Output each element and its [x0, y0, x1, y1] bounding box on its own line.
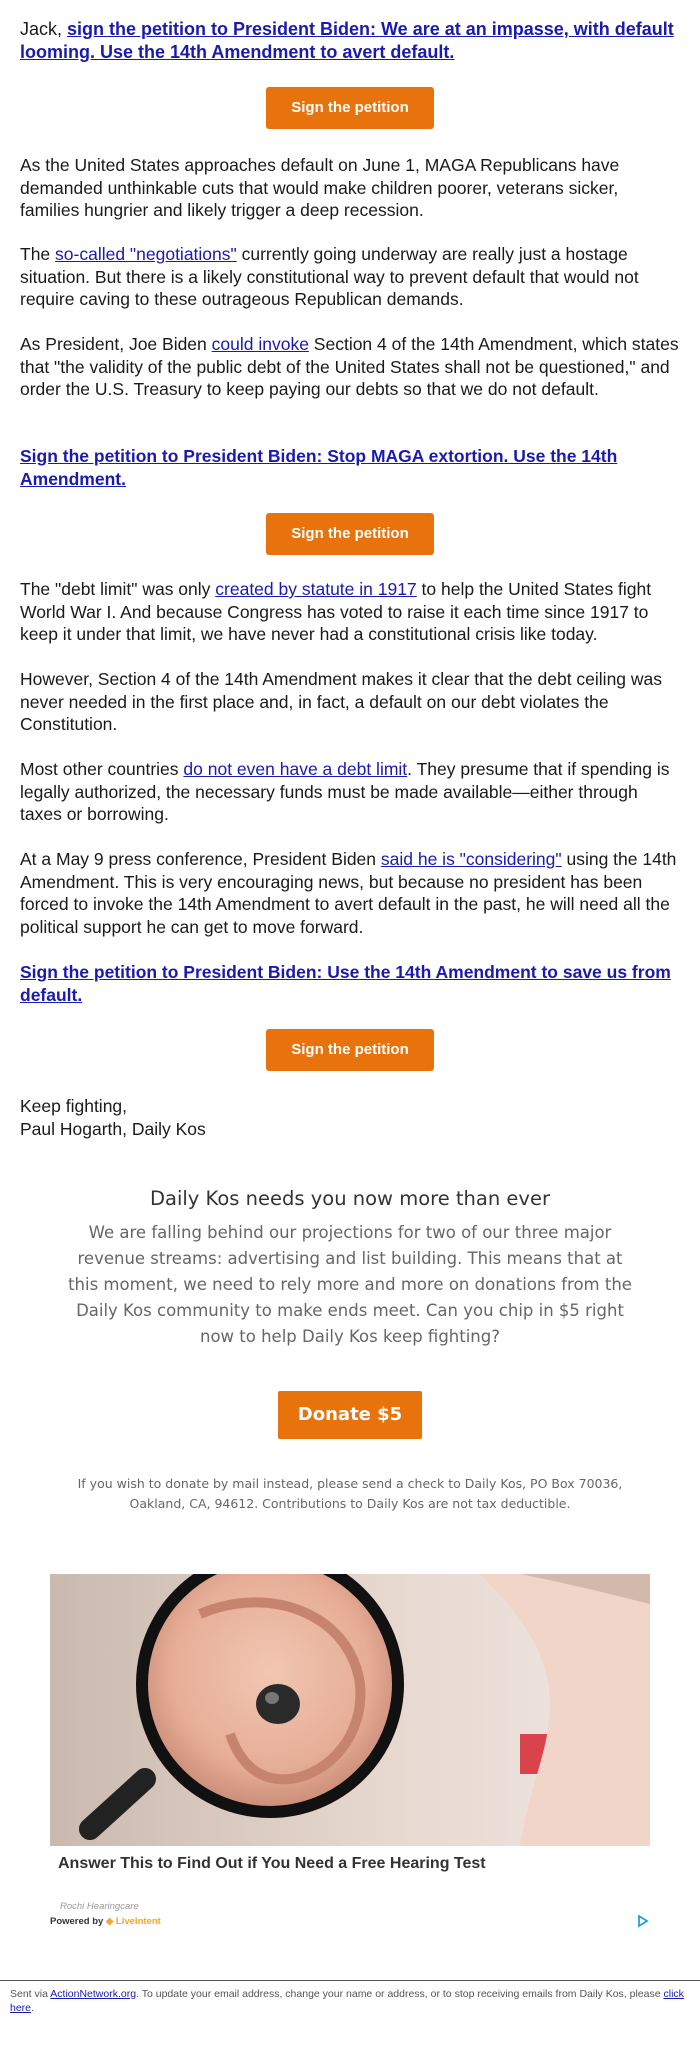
statute-1917-link[interactable]: created by statute in 1917 [215, 579, 417, 599]
powered-by-label: Powered by [50, 1916, 106, 1927]
considering-link[interactable]: said he is "considering" [380, 849, 562, 869]
text: Most other countries [20, 759, 184, 779]
text: . [31, 2002, 34, 2014]
paragraph-3 [20, 333, 680, 401]
signoff-line-1: Keep fighting, [20, 1096, 128, 1116]
paragraph-1: As the United States approaches default on June 1, MAGA Republicans have demanded unthinkable cuts that would make children poorer, veterans sicker, families hungrier and likely trigger a deep recession. [20, 155, 620, 220]
mail-donation-note: If you wish to donate by mail instead, please send a check to Daily Kos, PO Box 70036, Oakland, CA, 94612. Contributions to Daily Kos are not tax deductible. [77, 1476, 623, 1511]
paragraph-2 [20, 243, 680, 311]
text: Section 4 of the 14th Amendment, which states that "the validity of the public debt of the United States shall not be questioned," and order the U.S. Treasury to keep paying our debts so that we do not default. [20, 334, 679, 399]
ad-image-hearing[interactable] [50, 1574, 650, 1846]
sign-petition-button-1[interactable]: Sign the petition [266, 87, 434, 129]
ad-sponsor: Rochi Hearingcare [60, 1901, 139, 1912]
text: currently going underway are really just a hostage situation. But there is a likely constitutional way to prevent default that would not require caving to these outrageous Republican demands. [20, 244, 639, 309]
unsubscribe-link[interactable]: click here [10, 1988, 684, 2014]
paragraph-7 [20, 848, 680, 938]
text: The "debt limit" was only [20, 579, 216, 599]
donation-heading: Daily Kos needs you now more than ever [150, 1187, 550, 1210]
petition-link-intro[interactable]: sign the petition to President Biden: We are at an impasse, with default looming. Use the 14th Amendment to avert default. [20, 19, 674, 62]
sign-petition-button-2[interactable]: Sign the petition [266, 513, 434, 555]
adchoices-icon[interactable] [636, 1914, 650, 1933]
text: As President, Joe Biden [20, 334, 212, 354]
text: using the 14th Amendment. This is very encouraging news, but because no president has been forced to invoke the 14th Amendment to avert default in the past, he will need all the political support he can get to move forward. [20, 849, 677, 937]
greeting: Jack, [20, 19, 68, 39]
text: Sent via [10, 1988, 51, 2000]
text: to help the United States fight World War I. And because Congress has voted to raise it each time since 1917 to keep it under that limit, we have never had a constitutional crisis like today. [20, 579, 652, 644]
petition-link-3[interactable]: Sign the petition to President Biden: Use the 14th Amendment to save us from default. [20, 962, 671, 1005]
text: The [20, 244, 56, 264]
actionnetwork-link[interactable]: ActionNetwork.org [50, 1988, 137, 2000]
ad-headline[interactable]: Answer This to Find Out if You Need a Free Hearing Test [58, 1855, 486, 1872]
footer-divider [0, 1980, 700, 1981]
text: . To update your email address, change your name or address, or to stop receiving emails from Daily Kos, please [136, 1988, 664, 2000]
signoff [20, 1095, 680, 1140]
liveintent-brand: LiveIntent [115, 1916, 161, 1927]
no-debt-limit-link[interactable]: do not even have a debt limit [183, 759, 408, 779]
powered-by-liveintent[interactable] [50, 1916, 161, 1927]
signoff-line-2: Paul Hogarth, Daily Kos [20, 1118, 206, 1139]
paragraph-6 [20, 758, 680, 826]
cta-paragraph-3 [20, 961, 680, 1006]
liveintent-icon: ◆ [105, 1916, 116, 1927]
cta-paragraph-2 [20, 445, 680, 490]
intro-paragraph [20, 18, 680, 64]
petition-link-2[interactable]: Sign the petition to President Biden: Stop MAGA extortion. Use the 14th Amendment. [20, 446, 618, 489]
footer [10, 1987, 690, 2015]
text: At a May 9 press conference, President Biden [20, 849, 381, 869]
sign-petition-button-3[interactable]: Sign the petition [266, 1029, 434, 1071]
paragraph-4 [20, 578, 680, 646]
ad-illustration [50, 1574, 650, 1846]
text: . They presume that if spending is legally authorized, the necessary funds must be made available—either through taxes or borrowing. [20, 759, 670, 824]
donate-button[interactable]: Donate $5 [278, 1391, 422, 1439]
donation-appeal: We are falling behind our projections for two of our three major revenue streams: advertising and list building. This means that at this moment, we need to rely more and more on donations from the Daily Kos community to make ends meet. Can you chip in $5 right now to help Daily Kos keep fighting? [68, 1223, 632, 1346]
paragraph-5: However, Section 4 of the 14th Amendment makes it clear that the debt ceiling was never needed in the first place and, in fact, a default on our debt violates the Constitution. [20, 669, 663, 734]
negotiations-link[interactable]: so-called "negotiations" [55, 244, 237, 264]
could-invoke-link[interactable]: could invoke [211, 334, 309, 354]
